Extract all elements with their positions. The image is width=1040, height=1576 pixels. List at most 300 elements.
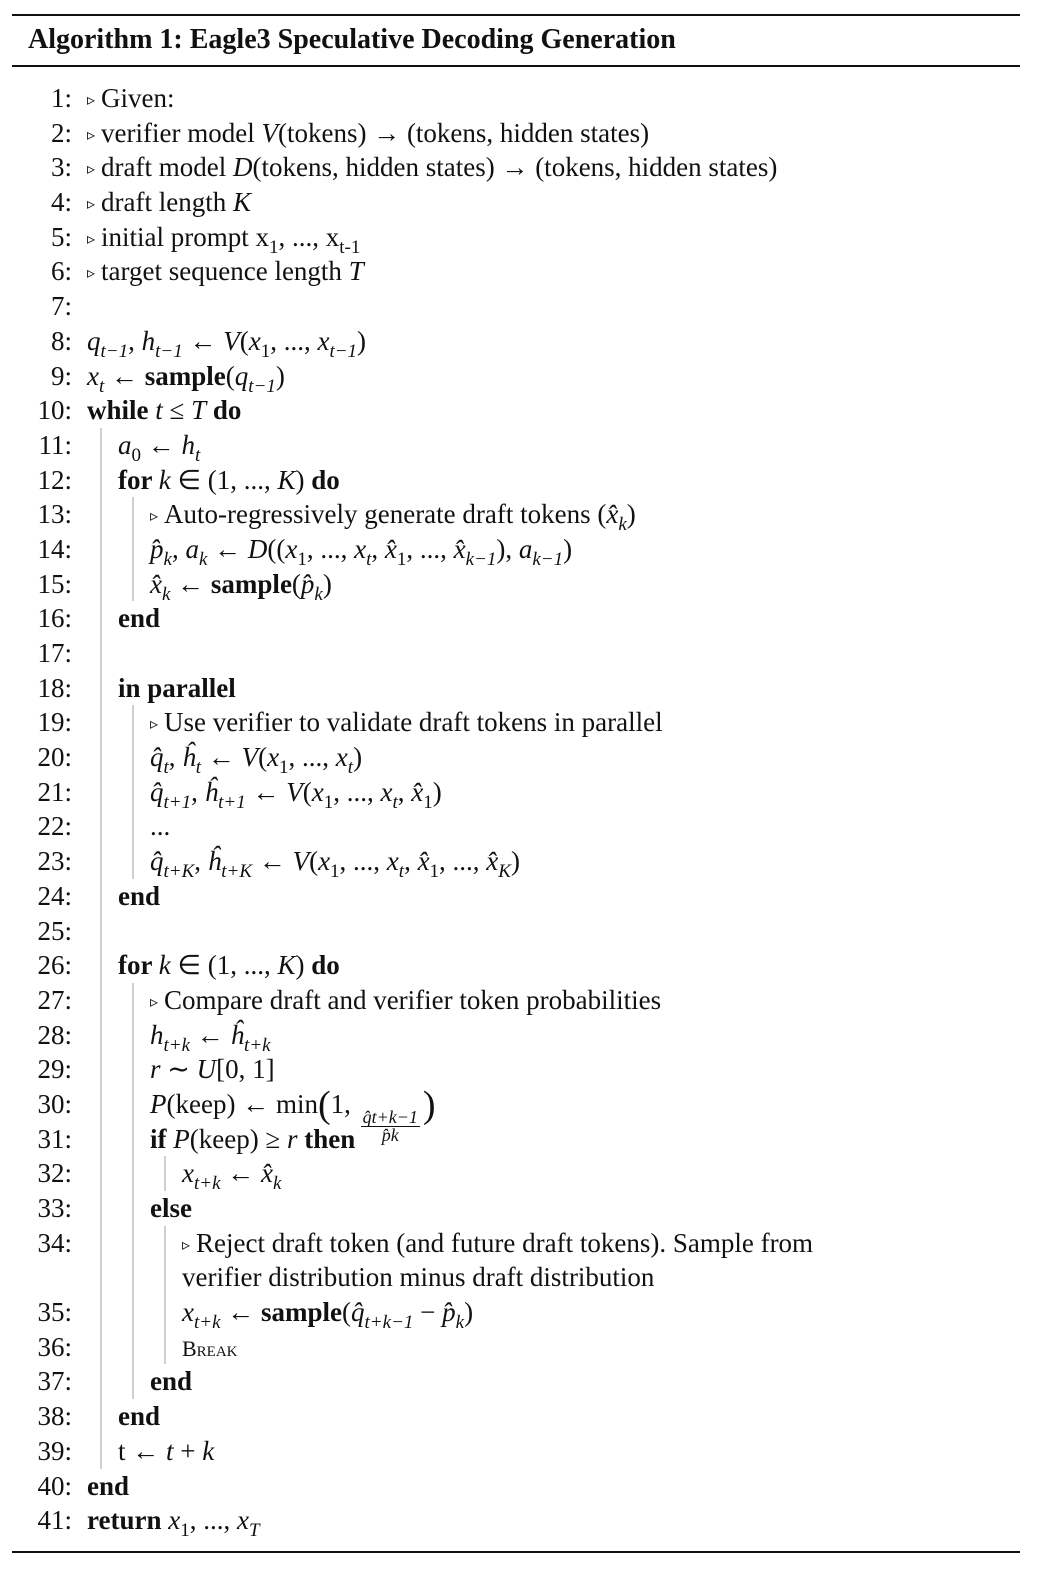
text: , ..., x xyxy=(278,221,340,252)
text: , ..., xyxy=(189,1505,237,1536)
math-symbol: x̂ xyxy=(261,1158,274,1189)
text: , xyxy=(397,776,412,807)
algorithm-line xyxy=(0,1122,1040,1157)
line-content xyxy=(118,948,340,983)
text: [0, 1] xyxy=(216,1054,275,1085)
algorithm-line xyxy=(0,220,1040,258)
text: ← xyxy=(207,533,248,564)
subscript: t-1 xyxy=(339,236,361,258)
block-indent-bar xyxy=(132,775,134,810)
text: (tokens, hidden states) → (tokens, hidden states) xyxy=(252,152,778,183)
algorithm-line xyxy=(0,740,1040,779)
text: + xyxy=(173,1435,203,1466)
text: ( xyxy=(302,776,312,807)
line-content xyxy=(150,1018,271,1056)
text: , ..., xyxy=(333,776,381,807)
line-number: 3: xyxy=(50,152,72,183)
subscript: 1 xyxy=(330,861,340,883)
algorithm-title: Algorithm 1: Eagle3 Speculative Decoding Generation xyxy=(28,24,676,55)
line-number: 14: xyxy=(37,533,72,564)
block-indent-bar xyxy=(100,879,102,914)
math-symbol: a xyxy=(118,429,132,460)
math-symbol: p̂ xyxy=(150,533,164,564)
subscript: t+K xyxy=(163,861,195,883)
text: , xyxy=(404,846,418,877)
line-content xyxy=(150,532,573,570)
math-symbol: q̂ xyxy=(150,742,164,773)
algorithm-line xyxy=(0,1469,1040,1504)
subscript: k xyxy=(198,548,208,570)
algorithm-line xyxy=(0,1399,1040,1434)
math-symbol: ĥ xyxy=(182,742,196,773)
text: , xyxy=(128,325,142,356)
line-content xyxy=(87,116,649,154)
algorithm-body xyxy=(0,81,1040,1542)
line-number: 4: xyxy=(50,187,72,218)
line-content xyxy=(87,220,360,258)
line-content xyxy=(150,844,520,883)
line-number: 13: xyxy=(37,499,72,530)
comment-triangle-icon: ▹ xyxy=(87,126,96,144)
block-indent-bar xyxy=(100,1087,102,1122)
line-number: 36: xyxy=(37,1331,72,1362)
subscript: 1 xyxy=(180,1520,190,1542)
line-number: 31: xyxy=(37,1123,72,1154)
comment-triangle-icon: ▹ xyxy=(87,92,96,109)
line-number: 40: xyxy=(37,1470,72,1501)
text: , xyxy=(371,533,385,564)
algorithm-line xyxy=(0,1226,1040,1261)
text: ← xyxy=(170,568,211,599)
text: Auto-regressively generate draft tokens ( xyxy=(164,499,607,530)
text: ∼ xyxy=(160,1054,197,1085)
math-symbol: x̂ xyxy=(384,533,397,564)
subscript: t+k xyxy=(193,1312,221,1334)
fraction-denominator: p̂k xyxy=(381,1124,399,1145)
text: ) xyxy=(295,464,312,495)
keyword-smallcaps: Break xyxy=(182,1335,238,1361)
subscript: t+k xyxy=(163,1034,191,1056)
subscript: k xyxy=(314,583,323,605)
subscript: k xyxy=(455,1312,465,1334)
block-indent-bar xyxy=(132,809,134,844)
comment-triangle-icon: ▹ xyxy=(87,196,96,214)
block-indent-bar xyxy=(100,1330,102,1365)
block-indent-bar xyxy=(100,636,102,671)
algorithm-line xyxy=(0,636,1040,671)
block-indent-bar xyxy=(132,1295,134,1330)
algorithm-line xyxy=(0,185,1040,220)
line-content xyxy=(87,254,364,292)
subscript: K xyxy=(498,861,511,883)
line-number: 41: xyxy=(37,1505,72,1536)
line-content xyxy=(87,393,241,428)
line-number: 12: xyxy=(37,464,72,495)
subscript: t xyxy=(195,444,201,466)
block-indent-bar xyxy=(132,983,134,1018)
block-indent-bar xyxy=(132,1364,134,1399)
text: ( xyxy=(309,846,319,877)
line-number: 20: xyxy=(37,742,72,773)
math-symbol: ĥ xyxy=(230,1019,245,1050)
subscript: t+k xyxy=(193,1173,221,1195)
line-content xyxy=(150,705,663,743)
block-indent-bar xyxy=(132,705,134,740)
block-indent-bar xyxy=(100,463,102,498)
text: ≤ xyxy=(162,395,192,426)
keyword: return xyxy=(87,1505,169,1536)
algorithm-line xyxy=(0,705,1040,740)
subscript: t+k−1 xyxy=(364,1312,414,1334)
block-indent-bar xyxy=(100,1052,102,1087)
subscript: t−1 xyxy=(248,375,276,397)
line-number: 28: xyxy=(37,1019,72,1050)
text: Use verifier to validate draft tokens in parallel xyxy=(164,707,663,738)
subscript: t−1 xyxy=(329,340,358,362)
line-content xyxy=(182,1295,474,1334)
comment-triangle-icon: ▹ xyxy=(87,230,96,248)
algorithm-line xyxy=(0,1364,1040,1399)
math-symbol: k xyxy=(202,1435,215,1466)
text: (keep) ≥ xyxy=(189,1123,288,1154)
line-content xyxy=(182,1156,282,1195)
text: draft length xyxy=(101,187,233,218)
block-indent-bar xyxy=(100,497,102,532)
subscript: t+1 xyxy=(218,791,246,813)
text: ( xyxy=(342,1297,352,1328)
math-symbol: V xyxy=(261,117,278,148)
text: (tokens) → (tokens, hidden states) xyxy=(277,117,650,148)
line-content xyxy=(150,1122,355,1157)
keyword: end xyxy=(87,1470,130,1501)
line-number: 38: xyxy=(37,1401,72,1432)
math-symbol: x̂ xyxy=(411,776,424,807)
block-indent-bar xyxy=(100,671,102,706)
text: ← xyxy=(104,360,145,391)
line-number: 35: xyxy=(37,1297,72,1328)
text: ) xyxy=(626,499,636,530)
block-indent-bar xyxy=(164,1156,166,1191)
math-symbol: x̂ xyxy=(486,846,499,877)
line-content xyxy=(118,463,340,498)
block-indent-bar xyxy=(132,1330,134,1365)
subscript: t xyxy=(398,861,405,883)
algorithm-line xyxy=(0,1330,1040,1365)
block-indent-bar xyxy=(100,1364,102,1399)
text: , ..., xyxy=(270,325,318,356)
block-indent-bar xyxy=(132,532,134,567)
line-number: 17: xyxy=(37,638,72,668)
algorithm-line xyxy=(0,567,1040,605)
math-symbol: x xyxy=(380,776,393,807)
keyword: if xyxy=(150,1123,174,1154)
line-number: 5: xyxy=(50,221,72,252)
subscript: t xyxy=(163,757,169,779)
keyword: while xyxy=(87,395,156,426)
text: (keep) ← min xyxy=(166,1088,318,1119)
line-number: 8: xyxy=(50,325,72,356)
block-indent-bar xyxy=(132,567,134,602)
math-symbol: x xyxy=(335,742,348,773)
block-indent-bar xyxy=(100,1260,102,1295)
text: , ..., xyxy=(439,846,487,877)
algorithm-line xyxy=(0,1018,1040,1056)
block-indent-bar xyxy=(100,601,102,636)
text: ( xyxy=(225,360,235,391)
text: ( xyxy=(258,742,268,773)
subscript: 1 xyxy=(429,861,440,883)
text: ) xyxy=(322,568,332,599)
algorithm-line xyxy=(0,879,1040,914)
comment-triangle-icon: ▹ xyxy=(182,1236,191,1254)
line-number: 26: xyxy=(37,950,72,981)
algorithm-line xyxy=(0,150,1040,185)
subscript: t+k xyxy=(244,1034,271,1056)
math-symbol: x̂ xyxy=(453,533,466,564)
block-indent-bar xyxy=(132,1226,134,1261)
algorithm-line xyxy=(0,1156,1040,1195)
block-indent-bar xyxy=(100,1295,102,1330)
math-symbol: p̂ xyxy=(442,1297,456,1328)
math-symbol: T xyxy=(348,256,364,287)
math-symbol: V xyxy=(292,846,310,877)
fraction-numerator: q̂t+k−1 xyxy=(362,1106,418,1127)
line-content xyxy=(87,1503,260,1542)
line-content xyxy=(87,1469,129,1504)
math-symbol: t xyxy=(155,395,163,426)
text: ( xyxy=(291,568,301,599)
comment-triangle-icon: ▹ xyxy=(150,716,159,734)
math-symbol: x xyxy=(168,1505,181,1536)
algorithm-line xyxy=(0,428,1040,466)
algorithm-line xyxy=(0,948,1040,983)
large-paren: ( xyxy=(317,1083,331,1126)
math-symbol: V xyxy=(241,742,259,773)
algorithm-line xyxy=(0,116,1040,151)
line-content xyxy=(87,185,251,223)
line-content xyxy=(150,1364,192,1399)
algorithm-line xyxy=(0,1434,1040,1469)
block-indent-bar xyxy=(100,809,102,844)
math-symbol: x xyxy=(311,776,324,807)
text: ← xyxy=(141,429,182,460)
block-indent-bar xyxy=(100,1191,102,1226)
line-content xyxy=(182,1260,654,1295)
line-content xyxy=(118,601,160,636)
line-content xyxy=(87,359,285,397)
math-symbol: q xyxy=(234,360,249,391)
subscript: 1 xyxy=(423,791,433,813)
text: ) xyxy=(357,325,367,356)
math-symbol: a xyxy=(518,533,533,564)
line-number: 9: xyxy=(50,360,72,391)
algorithm-line xyxy=(0,1503,1040,1542)
subscript: t−1 xyxy=(100,340,129,362)
text: , xyxy=(168,742,183,773)
math-symbol: x xyxy=(236,1505,249,1536)
math-symbol: k xyxy=(158,464,171,495)
algorithm-line xyxy=(0,983,1040,1018)
line-content xyxy=(118,879,160,914)
line-number: 25: xyxy=(37,915,72,946)
algorithm-line xyxy=(0,601,1040,636)
block-indent-bar xyxy=(100,740,102,775)
keyword: in parallel xyxy=(118,672,236,703)
line-number: 34: xyxy=(37,1227,72,1258)
line-content xyxy=(150,567,332,605)
line-content xyxy=(150,775,442,813)
block-indent-bar xyxy=(132,1191,134,1226)
text: ← xyxy=(182,325,224,356)
line-number: 2: xyxy=(50,117,72,148)
subscript: k xyxy=(163,548,172,570)
keyword: end xyxy=(150,1366,193,1397)
text: verifier distribution minus draft distribution xyxy=(182,1262,655,1293)
text: ) xyxy=(432,776,442,807)
subscript: t+K xyxy=(221,861,253,883)
text: verifier model xyxy=(101,117,262,148)
line-number: 6: xyxy=(50,256,72,287)
keyword: sample xyxy=(261,1297,343,1328)
block-indent-bar xyxy=(164,1260,166,1295)
math-symbol: x xyxy=(354,533,367,564)
math-symbol: x̂ xyxy=(606,499,619,530)
block-indent-bar xyxy=(132,497,134,532)
math-symbol: q̂ xyxy=(150,846,164,877)
keyword: sample xyxy=(210,568,292,599)
block-indent-bar xyxy=(132,1122,134,1157)
algorithm-line xyxy=(0,671,1040,706)
text: ← xyxy=(220,1297,262,1328)
text: ∈ (1, ..., xyxy=(170,464,278,495)
line-content xyxy=(118,671,236,706)
block-indent-bar xyxy=(100,1399,102,1434)
subscript: t xyxy=(392,791,398,813)
line-content xyxy=(150,983,661,1021)
subscript: k xyxy=(161,583,171,605)
math-symbol: x xyxy=(87,360,99,391)
line-number: 30: xyxy=(37,1088,72,1119)
line-number: 1: xyxy=(50,83,72,113)
math-symbol: q̂ xyxy=(150,776,164,807)
text: draft model xyxy=(101,152,233,183)
block-indent-bar xyxy=(100,705,102,740)
text: Given: xyxy=(101,83,175,113)
math-symbol: K xyxy=(233,187,252,218)
keyword: then xyxy=(297,1123,356,1154)
keyword: end xyxy=(118,880,161,911)
block-indent-bar xyxy=(164,1330,166,1365)
line-number: 39: xyxy=(37,1435,72,1466)
line-number: 11: xyxy=(38,429,72,460)
block-indent-bar xyxy=(132,844,134,879)
line-content xyxy=(150,497,636,535)
subscript: 1 xyxy=(260,340,271,362)
math-symbol: x xyxy=(318,846,331,877)
line-content xyxy=(182,1330,238,1367)
algorithm-line xyxy=(0,1191,1040,1226)
algorithm-line xyxy=(0,1295,1040,1334)
subscript: t xyxy=(347,757,354,779)
keyword: sample xyxy=(144,360,226,391)
block-indent-bar xyxy=(132,1156,134,1191)
line-content xyxy=(150,1191,192,1226)
math-symbol: p̂ xyxy=(300,568,315,599)
math-symbol: r xyxy=(287,1123,298,1154)
block-indent-bar xyxy=(132,1087,134,1122)
subscript: k xyxy=(273,1173,282,1195)
math-symbol: q̂ xyxy=(351,1297,365,1328)
math-symbol: D xyxy=(247,533,268,564)
block-indent-bar xyxy=(100,948,102,983)
line-number: 27: xyxy=(37,984,72,1015)
line-content xyxy=(87,324,367,362)
block-indent-bar xyxy=(100,844,102,879)
block-indent-bar xyxy=(100,1122,102,1157)
math-symbol: D xyxy=(233,152,253,183)
line-number: 23: xyxy=(37,846,72,877)
math-symbol: t xyxy=(166,1435,174,1466)
math-symbol: ĥ xyxy=(207,846,222,877)
math-symbol: x̂ xyxy=(417,846,430,877)
subscript: t xyxy=(366,548,372,570)
text: ← xyxy=(190,1019,231,1050)
math-symbol: x xyxy=(182,1297,194,1328)
math-symbol: a xyxy=(185,533,199,564)
keyword: end xyxy=(118,1401,161,1432)
comment-triangle-icon: ▹ xyxy=(87,161,96,179)
text: Reject draft token (and future draft tokens). Sample from xyxy=(196,1227,814,1258)
keyword: else xyxy=(150,1193,192,1223)
text: , xyxy=(191,776,205,807)
line-content xyxy=(150,809,170,844)
keyword: do xyxy=(206,395,242,426)
math-symbol: T xyxy=(191,395,207,426)
subscript: t−1 xyxy=(155,340,183,362)
block-indent-bar xyxy=(164,1295,166,1330)
block-indent-bar xyxy=(100,1156,102,1191)
algorithm-line xyxy=(0,844,1040,883)
algorithm-line xyxy=(0,809,1040,844)
line-number: 22: xyxy=(37,811,72,842)
math-symbol: x xyxy=(317,325,330,356)
math-symbol: V xyxy=(286,776,303,807)
math-symbol: K xyxy=(277,950,296,981)
text: , ..., xyxy=(339,846,387,877)
keyword: for xyxy=(118,950,159,981)
line-content xyxy=(118,428,201,466)
text: target sequence length xyxy=(101,256,349,287)
algorithm-line xyxy=(0,324,1040,362)
subscript: 1 xyxy=(269,236,279,258)
line-content xyxy=(118,1399,160,1434)
line-content xyxy=(118,1434,214,1469)
line-number: 21: xyxy=(37,776,72,807)
text: ) xyxy=(563,533,573,564)
line-content xyxy=(87,150,777,188)
line-number: 19: xyxy=(37,707,72,738)
math-symbol: K xyxy=(277,464,296,495)
subscript: 0 xyxy=(131,444,141,466)
line-content xyxy=(87,81,175,119)
block-indent-bar xyxy=(100,914,102,949)
line-number: 7: xyxy=(50,291,72,322)
line-content xyxy=(150,1052,275,1087)
text: ... xyxy=(150,811,171,842)
text: Compare draft and verifier token probabilities xyxy=(164,984,662,1015)
large-paren: ) xyxy=(422,1083,436,1126)
text: , xyxy=(171,533,186,564)
